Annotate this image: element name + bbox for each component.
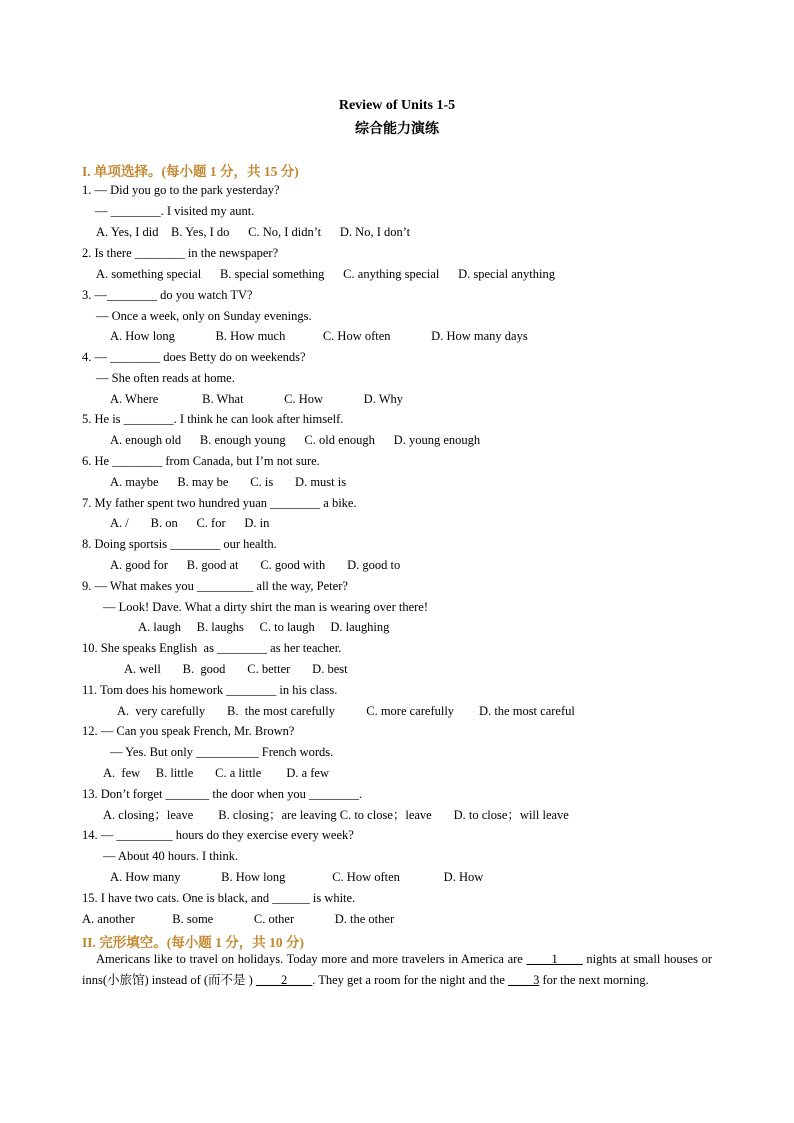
blank-3: ____3 [508, 973, 540, 987]
question-13-options: A. closing；leave B. closing；are leaving C. to close；leave D. to close；will leave [103, 808, 569, 822]
document-subtitle: 综合能力演练 [355, 122, 439, 137]
question-12-options: A. few B. little C. a little D. a few [103, 766, 330, 780]
question-1-answer: — ________. I visited my aunt. [95, 204, 255, 218]
question-14: 14. — _________ hours do they exercise every week? [82, 828, 354, 842]
passage-text: . They get a room for the night and the [312, 973, 509, 987]
question-3-answer: — Once a week, only on Sunday evenings. [96, 309, 312, 323]
question-3: 3. —________ do you watch TV? [82, 288, 253, 302]
question-9-answer: — Look! Dave. What a dirty shirt the man is wearing over there! [103, 600, 429, 614]
section-1-heading: I. 单项选择。(每小题 1 分，共 15 分) [82, 164, 299, 179]
question-15-options: A. another B. some C. other D. the other [82, 912, 395, 926]
question-4-options: A. Where B. What C. How D. Why [110, 392, 404, 406]
passage-text: for the next morning. [539, 973, 649, 987]
question-12: 12. — Can you speak French, Mr. Brown? [82, 724, 295, 738]
question-12-answer: — Yes. But only __________ French words. [110, 745, 334, 759]
question-9: 9. — What makes you _________ all the way, Peter? [82, 579, 348, 593]
question-8-options: A. good for B. good at C. good with D. good to [110, 558, 401, 572]
section-2-heading: II. 完形填空。(每小题 1 分，共 10 分) [82, 935, 304, 950]
question-6-options: A. maybe B. may be C. is D. must is [110, 475, 347, 489]
cloze-passage [82, 949, 712, 991]
question-14-options: A. How many B. How long C. How often D. How [110, 870, 484, 884]
question-7: 7. My father spent two hundred yuan ________ a bike. [82, 496, 357, 510]
question-10-options: A. well B. good C. better D. best [124, 662, 348, 676]
question-10: 10. She speaks English as ________ as her teacher. [82, 641, 342, 655]
blank-2: ____2____ [255, 973, 313, 987]
question-8: 8. Doing sportsis ________ our health. [82, 537, 277, 551]
question-5: 5. He is ________. I think he can look after himself. [82, 412, 344, 426]
question-4: 4. — ________ does Betty do on weekends? [82, 350, 306, 364]
question-2: 2. Is there ________ in the newspaper? [82, 246, 279, 260]
question-15: 15. I have two cats. One is black, and ______ is white. [82, 891, 356, 905]
question-13: 13. Don’t forget _______ the door when you ________. [82, 787, 363, 801]
question-5-options: A. enough old B. enough young C. old enough D. young enough [110, 433, 481, 447]
blank-1: ____1____ [526, 952, 583, 966]
question-1: 1. — Did you go to the park yesterday? [82, 183, 280, 197]
question-9-options: A. laugh B. laughs C. to laugh D. laughing [138, 620, 390, 634]
question-14-answer: — About 40 hours. I think. [103, 849, 239, 863]
passage-text: Americans like to travel on holidays. Today more and more travelers in America are [96, 952, 527, 966]
question-4-answer: — She often reads at home. [96, 371, 235, 385]
passage-text: nights at small houses or inns(小旅馆) instead of (而不是 ) [82, 952, 712, 987]
question-6: 6. He ________ from Canada, but I’m not sure. [82, 454, 320, 468]
question-7-options: A. / B. on C. for D. in [110, 516, 270, 530]
document-title: Review of Units 1-5 [338, 98, 456, 113]
question-1-options: A. Yes, I did B. Yes, I do C. No, I didn’t D. No, I don’t [96, 225, 411, 239]
question-11: 11. Tom does his homework ________ in his class. [82, 683, 338, 697]
question-11-options: A. very carefully B. the most carefully C. more carefully D. the most careful [117, 704, 575, 718]
question-3-options: A. How long B. How much C. How often D. How many days [110, 329, 528, 343]
question-2-options: A. something special B. special something C. anything special D. special anything [96, 267, 555, 281]
